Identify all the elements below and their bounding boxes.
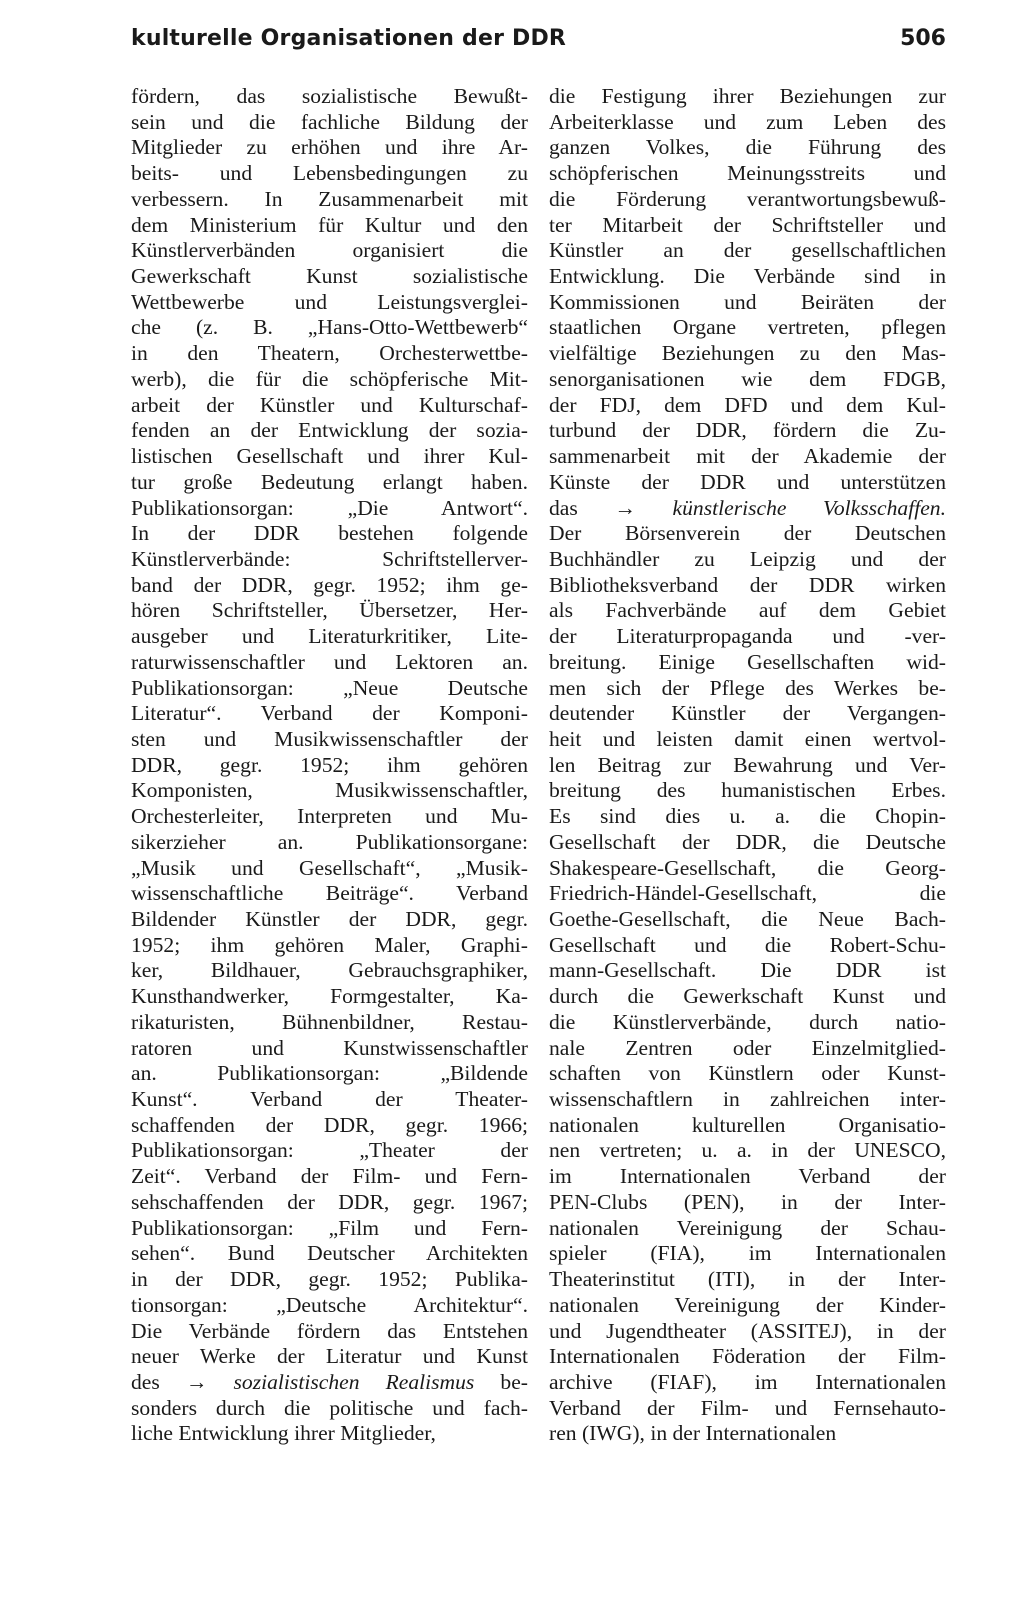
text-line: Verband der Film- und Fernsehauto- — [549, 1395, 946, 1420]
text-line: tur große Bedeutung erlangt haben. — [131, 469, 528, 494]
text-column-right — [549, 84, 946, 1447]
text-line: neuer Werke der Literatur und Kunst — [131, 1344, 528, 1369]
text-segment: be- — [474, 1369, 528, 1394]
text-line: raturwissenschaftler und Lektoren an. — [131, 649, 528, 674]
text-line: rikaturisten, Bühnenbildner, Restau- — [131, 1009, 528, 1034]
text-line: „Musik und Gesellschaft“, „Musik- — [131, 855, 528, 880]
text-segment: das → — [549, 495, 673, 520]
text-line: men sich der Pflege des Werkes be- — [549, 675, 946, 700]
text-line: der FDJ, dem DFD und dem Kul- — [549, 392, 946, 417]
text-line: ausgeber und Literaturkritiker, Lite- — [131, 624, 528, 649]
text-line: schaften von Künstlern oder Kunst- — [549, 1061, 946, 1086]
text-line: turbund der DDR, fördern die Zu- — [549, 418, 946, 443]
text-line: Es sind dies u. a. die Chopin- — [549, 804, 946, 829]
text-line: an. Publikationsorgan: „Bildende — [131, 1061, 528, 1086]
cross-reference-link[interactable]: sozialistischen Realismus — [233, 1369, 475, 1394]
text-line: fördern, das sozialistische Bewußt- — [131, 84, 528, 108]
text-line: ter Mitarbeit der Schriftsteller und — [549, 212, 946, 237]
text-line: Zeit“. Verband der Film- und Fern- — [131, 1164, 528, 1189]
text-line: heit und leisten damit einen wertvol- — [549, 726, 946, 751]
text-line: band der DDR, gegr. 1952; ihm ge- — [131, 572, 528, 597]
text-line: Kommissionen und Beiräten der — [549, 289, 946, 314]
text-line: sein und die fachliche Bildung der — [131, 109, 528, 134]
text-line: ker, Bildhauer, Gebrauchsgraphiker, — [131, 958, 528, 983]
text-line: nationalen Vereinigung der Schau- — [549, 1215, 946, 1240]
text-line: ratoren und Kunstwissenschaftler — [131, 1035, 528, 1060]
text-line: deutender Künstler der Vergangen- — [549, 701, 946, 726]
page-header — [131, 26, 946, 66]
text-line: Künste der DDR und unterstützen — [549, 469, 946, 494]
text-line: die Festigung ihrer Beziehungen zur — [549, 84, 946, 108]
text-line: der Literaturpropaganda und -ver- — [549, 624, 946, 649]
text-line: Bildender Künstler der DDR, gegr. — [131, 907, 528, 931]
text-line: beits- und Lebensbedingungen zu — [131, 161, 528, 186]
text-line: werb), die für die schöpferische Mit- — [131, 366, 528, 391]
text-line: Theaterinstitut (ITI), in der Inter- — [549, 1267, 946, 1292]
text-line: PEN-Clubs (PEN), in der Inter- — [549, 1189, 946, 1214]
text-line: als Fachverbände auf dem Gebiet — [549, 598, 946, 623]
text-line: Literatur“. Verband der Komponi- — [131, 701, 528, 726]
text-line: spieler (FIA), im Internationalen — [549, 1241, 946, 1266]
text-line: in den Theatern, Orchesterwettbe- — [131, 341, 528, 366]
text-line: ganzen Volkes, die Führung des — [549, 135, 946, 160]
text-line: sammenarbeit mit der Akademie der — [549, 444, 946, 469]
text-line: Publikationsorgan: „Die Antwort“. — [131, 495, 528, 520]
text-line: breitung des humanistischen Erbes. — [549, 778, 946, 803]
text-line: Publikationsorgan: „Neue Deutsche — [131, 675, 528, 700]
text-line: Kunsthandwerker, Formgestalter, Ka- — [131, 984, 528, 1009]
text-line: Arbeiterklasse und zum Leben des — [549, 109, 946, 134]
text-line: staatlichen Organe vertreten, pflegen — [549, 315, 946, 340]
text-column-left — [131, 84, 528, 1447]
text-line: dem Ministerium für Kultur und den — [131, 212, 528, 237]
text-line: verbessern. In Zusammenarbeit mit — [131, 186, 528, 211]
text-line: Goethe-Gesellschaft, die Neue Bach- — [549, 907, 946, 931]
text-line: schöpferischen Meinungsstreits und — [549, 161, 946, 186]
text-line: nationalen kulturellen Organisatio- — [549, 1112, 946, 1137]
text-line: mann-Gesellschaft. Die DDR ist — [549, 958, 946, 983]
text-line: breitung. Einige Gesellschaften wid- — [549, 649, 946, 674]
text-line: nen vertreten; u. a. in der UNESCO, — [549, 1138, 946, 1163]
text-line: hören Schriftsteller, Übersetzer, Her- — [131, 598, 528, 623]
text-line: Friedrich-Händel-Gesellschaft, die — [549, 881, 946, 906]
text-line: Die Verbände fördern das Entstehen — [131, 1318, 528, 1343]
text-line: Gesellschaft und die Robert-Schu- — [549, 932, 946, 957]
text-line — [131, 1370, 528, 1396]
text-line: archive (FIAF), im Internationalen — [549, 1369, 946, 1394]
text-line: Bibliotheksverband der DDR wirken — [549, 572, 946, 597]
text-line: Mitglieder zu erhöhen und ihre Ar- — [131, 135, 528, 160]
text-line: nale Zentren oder Einzelmitglied- — [549, 1035, 946, 1060]
text-line: liche Entwicklung ihrer Mitglieder, — [131, 1421, 436, 1446]
cross-reference-link[interactable]: künstlerische Volksschaffen. — [672, 495, 946, 520]
text-line: Künstler an der gesellschaftlichen — [549, 238, 946, 263]
text-line: che (z. B. „Hans-Otto-Wettbewerb“ — [131, 315, 528, 340]
text-line: Künstlerverbänden organisiert die — [131, 238, 528, 263]
text-line: vielfältige Beziehungen zu den Mas- — [549, 341, 946, 366]
text-line: sikerzieher an. Publikationsorgane: — [131, 829, 528, 854]
text-line: Komponisten, Musikwissenschaftler, — [131, 778, 528, 803]
text-line: Publikationsorgan: „Film und Fern- — [131, 1215, 528, 1240]
text-line: Der Börsenverein der Deutschen — [549, 521, 946, 546]
text-line: Wettbewerbe und Leistungsverglei- — [131, 289, 528, 314]
page-number: 506 — [900, 26, 946, 51]
text-line: sonders durch die politische und fach- — [131, 1395, 528, 1420]
text-line: sten und Musikwissenschaftler der — [131, 726, 528, 751]
text-line: listischen Gesellschaft und ihrer Kul- — [131, 444, 528, 469]
text-line: die Förderung verantwortungsbewuß- — [549, 186, 946, 211]
text-line: len Beitrag zur Bewahrung und Ver- — [549, 752, 946, 777]
text-line: Entwicklung. Die Verbände sind in — [549, 264, 946, 289]
text-line: In der DDR bestehen folgende — [131, 521, 528, 546]
text-line: fenden an der Entwicklung der sozia- — [131, 418, 528, 443]
text-line: Shakespeare-Gesellschaft, die Georg- — [549, 855, 946, 880]
text-line: Kunst“. Verband der Theater- — [131, 1087, 528, 1112]
text-line: ren (IWG), in der Internationalen — [549, 1421, 837, 1446]
text-line: Internationalen Föderation der Film- — [549, 1344, 946, 1369]
text-line: senorganisationen wie dem FDGB, — [549, 366, 946, 391]
text-line: wissenschaftliche Beiträge“. Verband — [131, 881, 528, 906]
text-line: in der DDR, gegr. 1952; Publika- — [131, 1267, 528, 1292]
text-line: durch die Gewerkschaft Kunst und — [549, 984, 946, 1009]
text-line: Publikationsorgan: „Theater der — [131, 1138, 528, 1163]
text-line: Orchesterleiter, Interpreten und Mu- — [131, 804, 528, 829]
text-line: Buchhändler zu Leipzig und der — [549, 546, 946, 571]
text-line: im Internationalen Verband der — [549, 1164, 946, 1189]
text-line: sehschaffenden der DDR, gegr. 1967; — [131, 1189, 528, 1214]
text-segment: des → — [131, 1369, 234, 1394]
text-line: tionsorgan: „Deutsche Architektur“. — [131, 1292, 528, 1317]
page-title: kulturelle Organisationen der DDR — [131, 26, 567, 51]
text-line: Künstlerverbände: Schriftstellerver- — [131, 546, 528, 571]
text-line: die Künstlerverbände, durch natio- — [549, 1009, 946, 1034]
text-line: sehen“. Bund Deutscher Architekten — [131, 1241, 528, 1266]
text-line: wissenschaftlern in zahlreichen inter- — [549, 1087, 946, 1112]
text-line: 1952; ihm gehören Maler, Graphi- — [131, 932, 528, 957]
text-line: arbeit der Künstler und Kulturschaf- — [131, 392, 528, 417]
text-line: schaffenden der DDR, gegr. 1966; — [131, 1112, 528, 1137]
text-line: DDR, gegr. 1952; ihm gehören — [131, 752, 528, 777]
text-line: und Jugendtheater (ASSITEJ), in der — [549, 1318, 946, 1343]
text-line: Gesellschaft der DDR, die Deutsche — [549, 829, 946, 854]
text-line: nationalen Vereinigung der Kinder- — [549, 1292, 946, 1317]
text-line: Gewerkschaft Kunst sozialistische — [131, 264, 528, 289]
text-line — [549, 496, 946, 522]
